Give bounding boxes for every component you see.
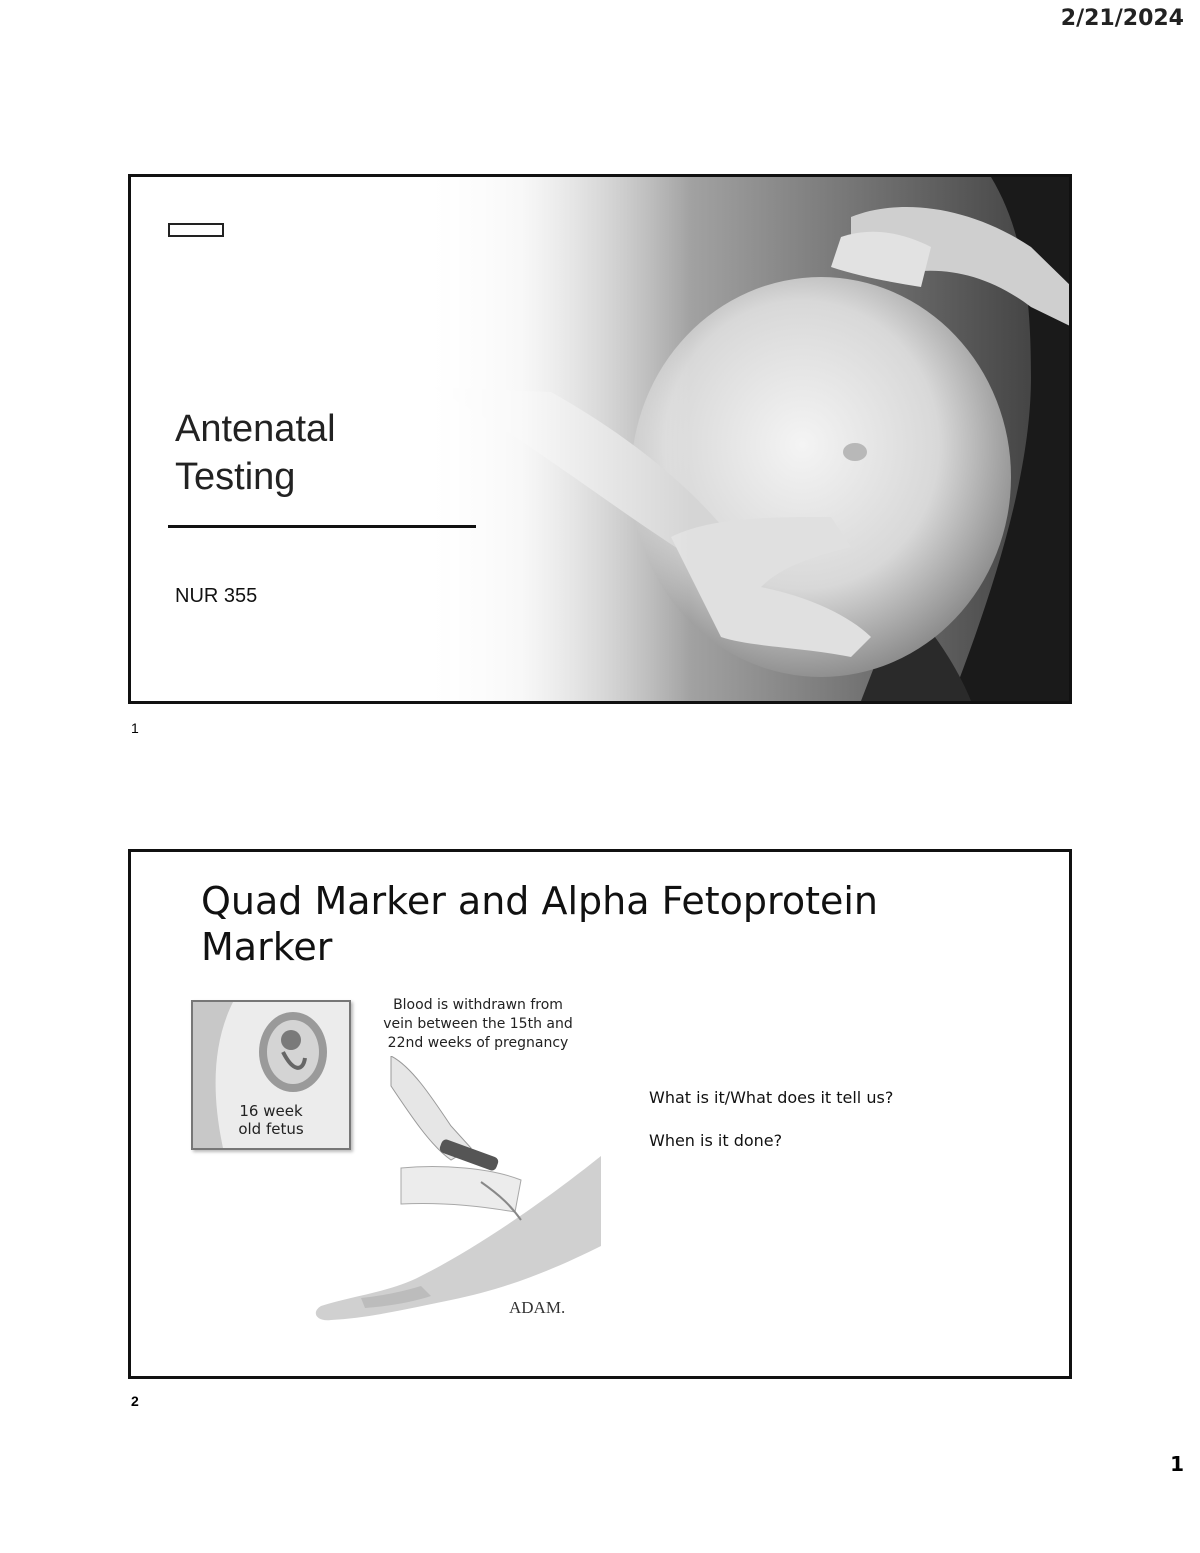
inset-caption-line-2: old fetus: [238, 1120, 304, 1138]
page-number: 1: [1170, 1452, 1184, 1476]
figure-caption: [363, 996, 593, 1053]
slide-number-1: 1: [131, 720, 139, 736]
blood-draw-illustration: [191, 996, 601, 1326]
title-line-2: Marker: [201, 925, 333, 969]
slide-1: [128, 174, 1072, 704]
arm-and-syringe-drawing: [301, 1056, 601, 1326]
slide-2-body: [649, 1088, 1049, 1174]
adam-logo: ADAM.: [509, 1298, 566, 1317]
title-line-2: Testing: [175, 456, 296, 498]
caption-line-1: Blood is withdrawn from: [393, 997, 563, 1013]
title-line-1: Quad Marker and Alpha Fetoprotein: [201, 879, 878, 923]
slide-1-subtitle: NUR 355: [175, 585, 258, 607]
bullet-1: What is it/What does it tell us?: [649, 1088, 894, 1107]
slide-1-title: [175, 405, 475, 501]
slide-2-title: [201, 878, 1021, 970]
caption-line-3: 22nd weeks of pregnancy: [387, 1035, 569, 1051]
slide-number-2: 2: [131, 1393, 139, 1409]
title-underline: [168, 525, 476, 528]
slide-2: [128, 849, 1072, 1379]
header-date: 2/21/2024: [1060, 6, 1184, 31]
caption-line-2: vein between the 15th and: [383, 1016, 573, 1032]
accent-rectangle: [168, 223, 224, 237]
inset-caption-line-1: 16 week: [239, 1102, 303, 1120]
title-line-1: Antenatal: [175, 408, 336, 450]
bullet-2: When is it done?: [649, 1131, 783, 1150]
